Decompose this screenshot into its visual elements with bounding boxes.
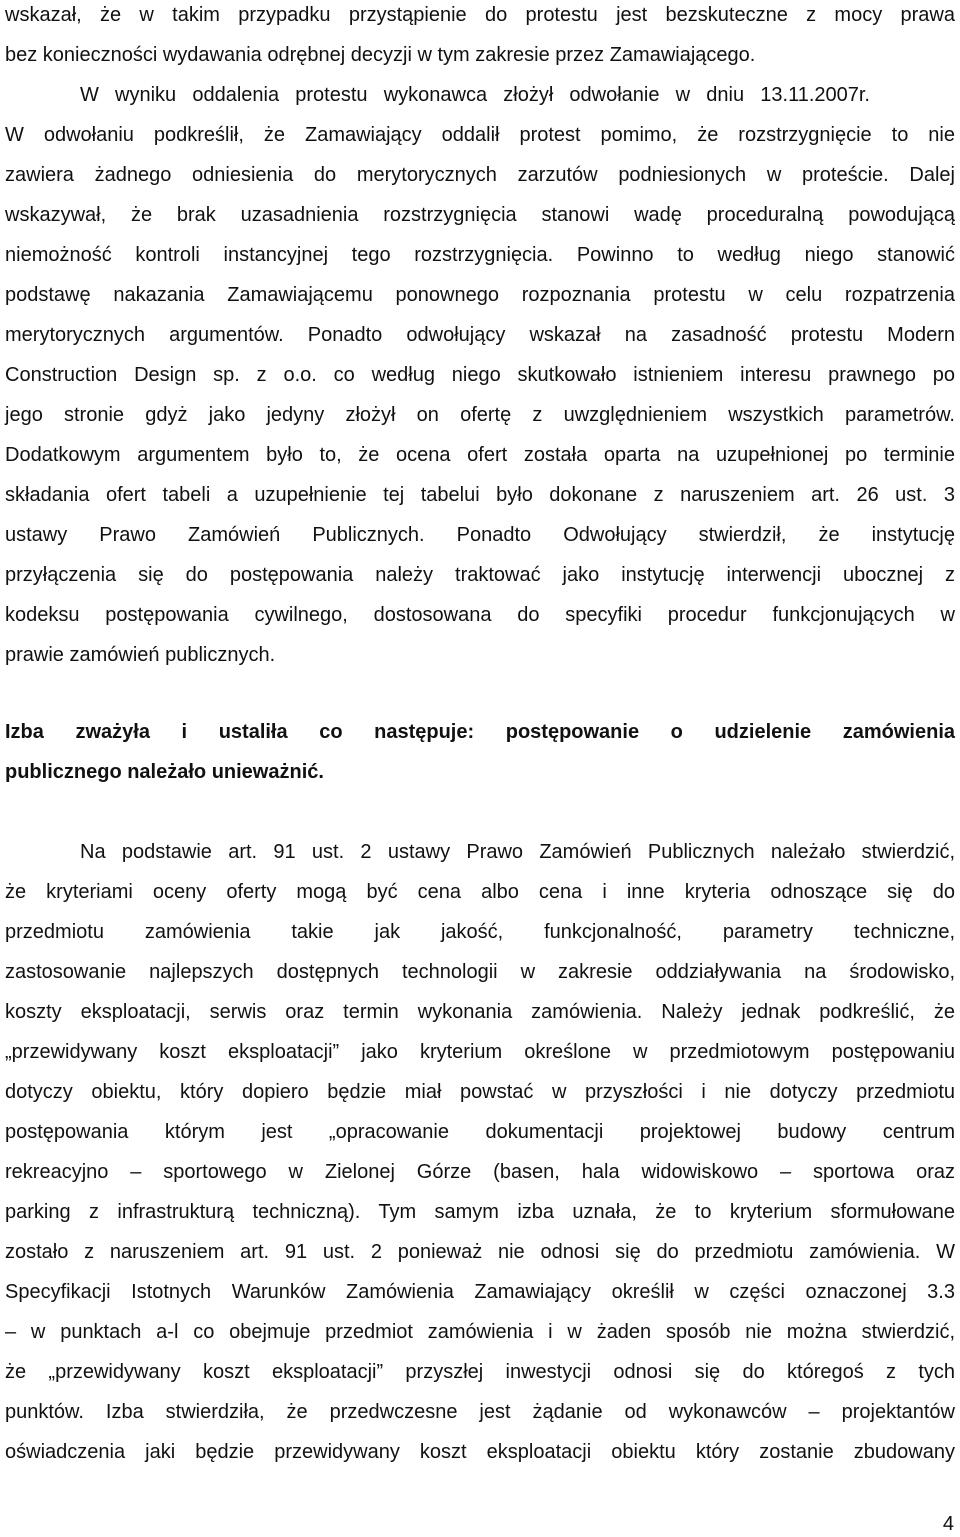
text-line: rekreacyjno – sportowego w Zielonej Górze (basen, hala widowiskowo – sportowa oraz (5, 1161, 955, 1183)
text-line: postępowania którym jest „opracowanie dokumentacji projektowej budowy centrum (5, 1121, 955, 1143)
text-line: W wyniku oddalenia protestu wykonawca złożył odwołanie w dniu 13.11.2007r. (80, 84, 870, 106)
text-line: „przewidywany koszt eksploatacji” jako kryterium określone w przedmiotowym postępowaniu (5, 1041, 955, 1063)
text-line: zostało z naruszeniem art. 91 ust. 2 ponieważ nie odnosi się do przedmiotu zamówienia. W (5, 1241, 955, 1263)
text-line: oświadczenia jaki będzie przewidywany koszt eksploatacji obiektu który zostanie zbudowany (5, 1441, 955, 1463)
text-line: bez konieczności wydawania odrębnej decyzji w tym zakresie przez Zamawiającego. (5, 44, 756, 66)
text-line: kodeksu postępowania cywilnego, dostosowana do specyfiki procedur funkcjonujących w (5, 604, 955, 626)
text-line: – w punktach a-l co obejmuje przedmiot zamówienia i w żaden sposób nie można stwierdzić, (5, 1321, 955, 1343)
text-line: Specyfikacji Istotnych Warunków Zamówienia Zamawiający określił w części oznaczonej 3.3 (5, 1281, 955, 1303)
text-line: wskazał, że w takim przypadku przystąpienie do protestu jest bezskuteczne z mocy prawa (5, 4, 955, 26)
page-number: 4 (942, 1513, 954, 1535)
decision-heading: publicznego należało unieważnić. (5, 761, 324, 783)
text-line: przedmiotu zamówienia takie jak jakość, funkcjonalność, parametry techniczne, (5, 921, 955, 943)
decision-heading: Izba zważyła i ustaliła co następuje: postępowanie o udzielenie zamówienia (5, 721, 955, 743)
text-line: że „przewidywany koszt eksploatacji” przyszłej inwestycji odnosi się do któregoś z tych (5, 1361, 955, 1383)
text-line: że kryteriami oceny oferty mogą być cena albo cena i inne kryteria odnoszące się do (5, 881, 955, 903)
text-line: punktów. Izba stwierdziła, że przedwczesne jest żądanie od wykonawców – projektantów (5, 1401, 955, 1423)
text-line: Na podstawie art. 91 ust. 2 ustawy Prawo Zamówień Publicznych należało stwierdzić, (80, 841, 955, 863)
text-line: dotyczy obiektu, który dopiero będzie miał powstać w przyszłości i nie dotyczy przedmiotu (5, 1081, 955, 1103)
text-line: zastosowanie najlepszych dostępnych technologii w zakresie oddziaływania na środowisko, (5, 961, 955, 983)
text-line: Construction Design sp. z o.o. co według niego skutkowało istnieniem interesu prawnego po (5, 364, 955, 386)
text-line: koszty eksploatacji, serwis oraz termin wykonania zamówienia. Należy jednak podkreślić, że (5, 1001, 955, 1023)
text-line: wskazywał, że brak uzasadnienia rozstrzygnięcia stanowi wadę proceduralną powodującą (5, 204, 955, 226)
text-line: ustawy Prawo Zamówień Publicznych. Ponadto Odwołujący stwierdził, że instytucję (5, 524, 955, 546)
text-line: merytorycznych argumentów. Ponadto odwołujący wskazał na zasadność protestu Modern (5, 324, 955, 346)
text-line: zawiera żadnego odniesienia do merytorycznych zarzutów podniesionych w proteście. Dalej (5, 164, 955, 186)
text-line: przyłączenia się do postępowania należy traktować jako instytucję interwencji ubocznej z (5, 564, 955, 586)
text-line: składania ofert tabeli a uzupełnienie tej tabelui było dokonane z naruszeniem art. 26 ust. 3 (5, 484, 955, 506)
text-line: niemożność kontroli instancyjnej tego rozstrzygnięcia. Powinno to według niego stanowić (5, 244, 955, 266)
text-line: podstawę nakazania Zamawiającemu ponownego rozpoznania protestu w celu rozpatrzenia (5, 284, 955, 306)
text-line: W odwołaniu podkreślił, że Zamawiający oddalił protest pomimo, że rozstrzygnięcie to nie (5, 124, 955, 146)
text-line: Dodatkowym argumentem było to, że ocena ofert została oparta na uzupełnionej po terminie (5, 444, 955, 466)
text-line: prawie zamówień publicznych. (5, 644, 276, 666)
text-line: parking z infrastrukturą techniczną). Tym samym izba uznała, że to kryterium sformułowane (5, 1201, 955, 1223)
text-line: jego stronie gdyż jako jedyny złożył on ofertę z uwzględnieniem wszystkich parametrów. (5, 404, 955, 426)
